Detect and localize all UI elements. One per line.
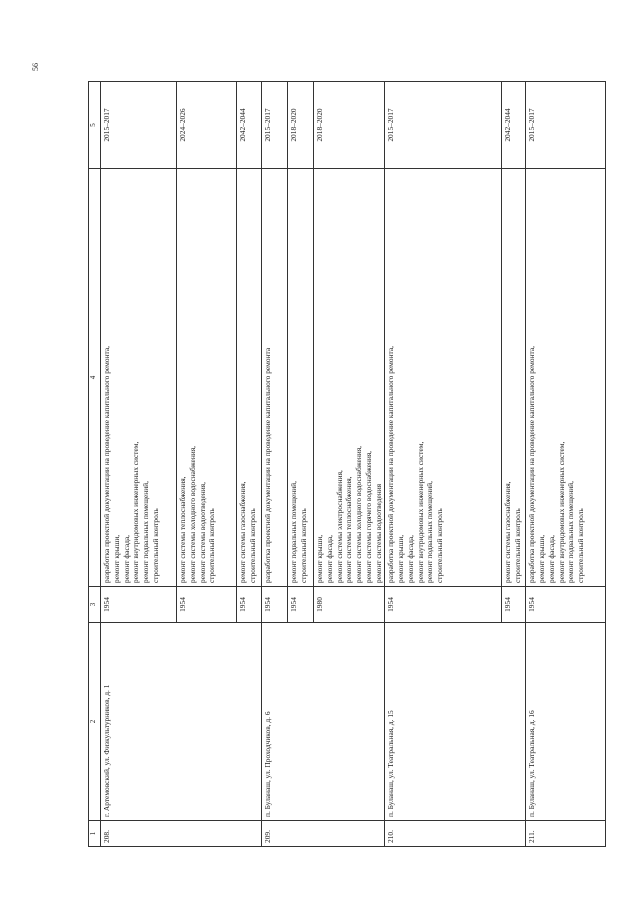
repair-work-item: ремонт системы электроснабжения, xyxy=(334,470,344,583)
repair-work-item: ремонт системы холодного водоснабжения, xyxy=(187,446,197,583)
repair-work-item: разработка проектной документации на проведение капитального ремонта, xyxy=(102,346,111,583)
repair-work-item: ремонт фасада, xyxy=(121,535,131,583)
page-number: 56 xyxy=(31,63,40,71)
planned-period: 2015–2017 xyxy=(526,82,606,169)
construction-year: 1954 xyxy=(502,587,526,623)
planned-period: 2042–2044 xyxy=(502,82,526,169)
construction-year: 1954 xyxy=(177,587,237,623)
table-header-row xyxy=(89,82,101,847)
repair-work-item: ремонт системы горячего водоснабжения, xyxy=(363,450,373,583)
repair-work-item: ремонт подвальных помещений, xyxy=(566,481,576,583)
repair-work-item: разработка проектной документации на проведение капитального ремонта, xyxy=(527,346,537,583)
repair-work-item: ремонт фасада, xyxy=(546,535,556,583)
repair-work-item: ремонт системы теплоснабжения, xyxy=(344,476,354,583)
repair-work-item: разработка проектной документации на проведение капитального ремонта xyxy=(263,347,272,583)
repair-work-list xyxy=(526,169,606,587)
repair-work-item: строительный контроль xyxy=(247,508,257,583)
repair-work-item: строительный контроль xyxy=(298,508,308,583)
repair-schedule-table xyxy=(88,81,606,847)
column-header-2: 2 xyxy=(89,623,101,821)
repair-work-item: строительный контроль xyxy=(435,508,445,583)
row-number: 211. xyxy=(526,821,606,847)
planned-period: 2015–2017 xyxy=(262,82,288,169)
construction-year: 1954 xyxy=(288,587,314,623)
repair-work-list xyxy=(314,169,385,587)
building-address: п. Буланаш, ул. Проходчиков, д. 6 xyxy=(262,623,385,821)
repair-work-item: ремонт системы холодного водоснабжения, xyxy=(354,446,364,583)
table-row xyxy=(262,82,288,847)
repair-work-item: строительный контроль xyxy=(513,508,523,583)
column-header-1: 1 xyxy=(89,821,101,847)
column-header-3: 3 xyxy=(89,587,101,623)
repair-work-item: ремонт системы газоснабжения, xyxy=(503,481,513,583)
repair-work-item: ремонт внутридомовых инженерных систем, xyxy=(415,441,425,583)
repair-work-list xyxy=(385,169,502,587)
table-row xyxy=(385,82,502,847)
planned-period: 2042–2044 xyxy=(237,82,262,169)
repair-work-item: строительный контроль xyxy=(576,508,586,583)
repair-work-list xyxy=(262,169,288,587)
repair-work-item: ремонт системы газоснабжения, xyxy=(238,481,247,583)
repair-work-item: ремонт фасада, xyxy=(405,535,415,583)
row-number: 208. xyxy=(101,821,262,847)
building-address: п. Буланаш, ул. Театральная, д. 16 xyxy=(526,623,606,821)
repair-work-item: ремонт системы водоотведения xyxy=(373,483,383,583)
row-number: 209. xyxy=(262,821,385,847)
table-body xyxy=(101,82,606,847)
repair-work-list xyxy=(101,169,177,587)
repair-work-item: ремонт подвальных помещений, xyxy=(289,481,298,583)
repair-work-item: ремонт крыши, xyxy=(111,534,121,583)
repair-work-list xyxy=(288,169,314,587)
repair-work-item: ремонт подвальных помещений, xyxy=(425,481,435,583)
repair-work-item: строительный контроль xyxy=(207,508,217,583)
repair-work-item: ремонт фасада, xyxy=(324,535,334,583)
table-row xyxy=(526,82,606,847)
repair-work-item: строительный контроль xyxy=(150,508,160,583)
building-address: п. Буланаш, ул. Театральная, д. 15 xyxy=(385,623,526,821)
building-address: г. Артемовский, ул. Физкультурников, д. 1 xyxy=(101,623,262,821)
repair-work-item: ремонт крыши, xyxy=(315,534,324,583)
repair-work-item: ремонт системы теплоснабжения, xyxy=(178,476,187,583)
repair-work-item: ремонт крыши, xyxy=(396,534,406,583)
repair-schedule-table-wrapper xyxy=(88,82,589,847)
repair-work-item: ремонт внутридомовых инженерных систем, xyxy=(131,441,141,583)
repair-work-list xyxy=(177,169,237,587)
construction-year: 1954 xyxy=(101,587,177,623)
construction-year: 1954 xyxy=(237,587,262,623)
row-number: 210. xyxy=(385,821,526,847)
repair-work-list xyxy=(237,169,262,587)
construction-year: 1954 xyxy=(385,587,502,623)
repair-work-item: разработка проектной документации на проведение капитального ремонта, xyxy=(386,346,396,583)
planned-period: 2024–2026 xyxy=(177,82,237,169)
column-header-4: 4 xyxy=(89,169,101,587)
construction-year: 1954 xyxy=(262,587,288,623)
construction-year: 1980 xyxy=(314,587,385,623)
construction-year: 1954 xyxy=(526,587,606,623)
repair-work-list xyxy=(502,169,526,587)
table-row xyxy=(101,82,177,847)
planned-period: 2015–2017 xyxy=(385,82,502,169)
column-header-5: 5 xyxy=(89,82,101,169)
repair-work-item: ремонт крыши, xyxy=(537,534,547,583)
planned-period: 2018–2020 xyxy=(288,82,314,169)
planned-period: 2018–2020 xyxy=(314,82,385,169)
repair-work-item: ремонт подвальных помещений, xyxy=(141,481,151,583)
repair-work-item: ремонт внутридомовых инженерных систем, xyxy=(556,441,566,583)
repair-work-item: ремонт системы водоотведения, xyxy=(197,482,207,583)
planned-period: 2015–2017 xyxy=(101,82,177,169)
